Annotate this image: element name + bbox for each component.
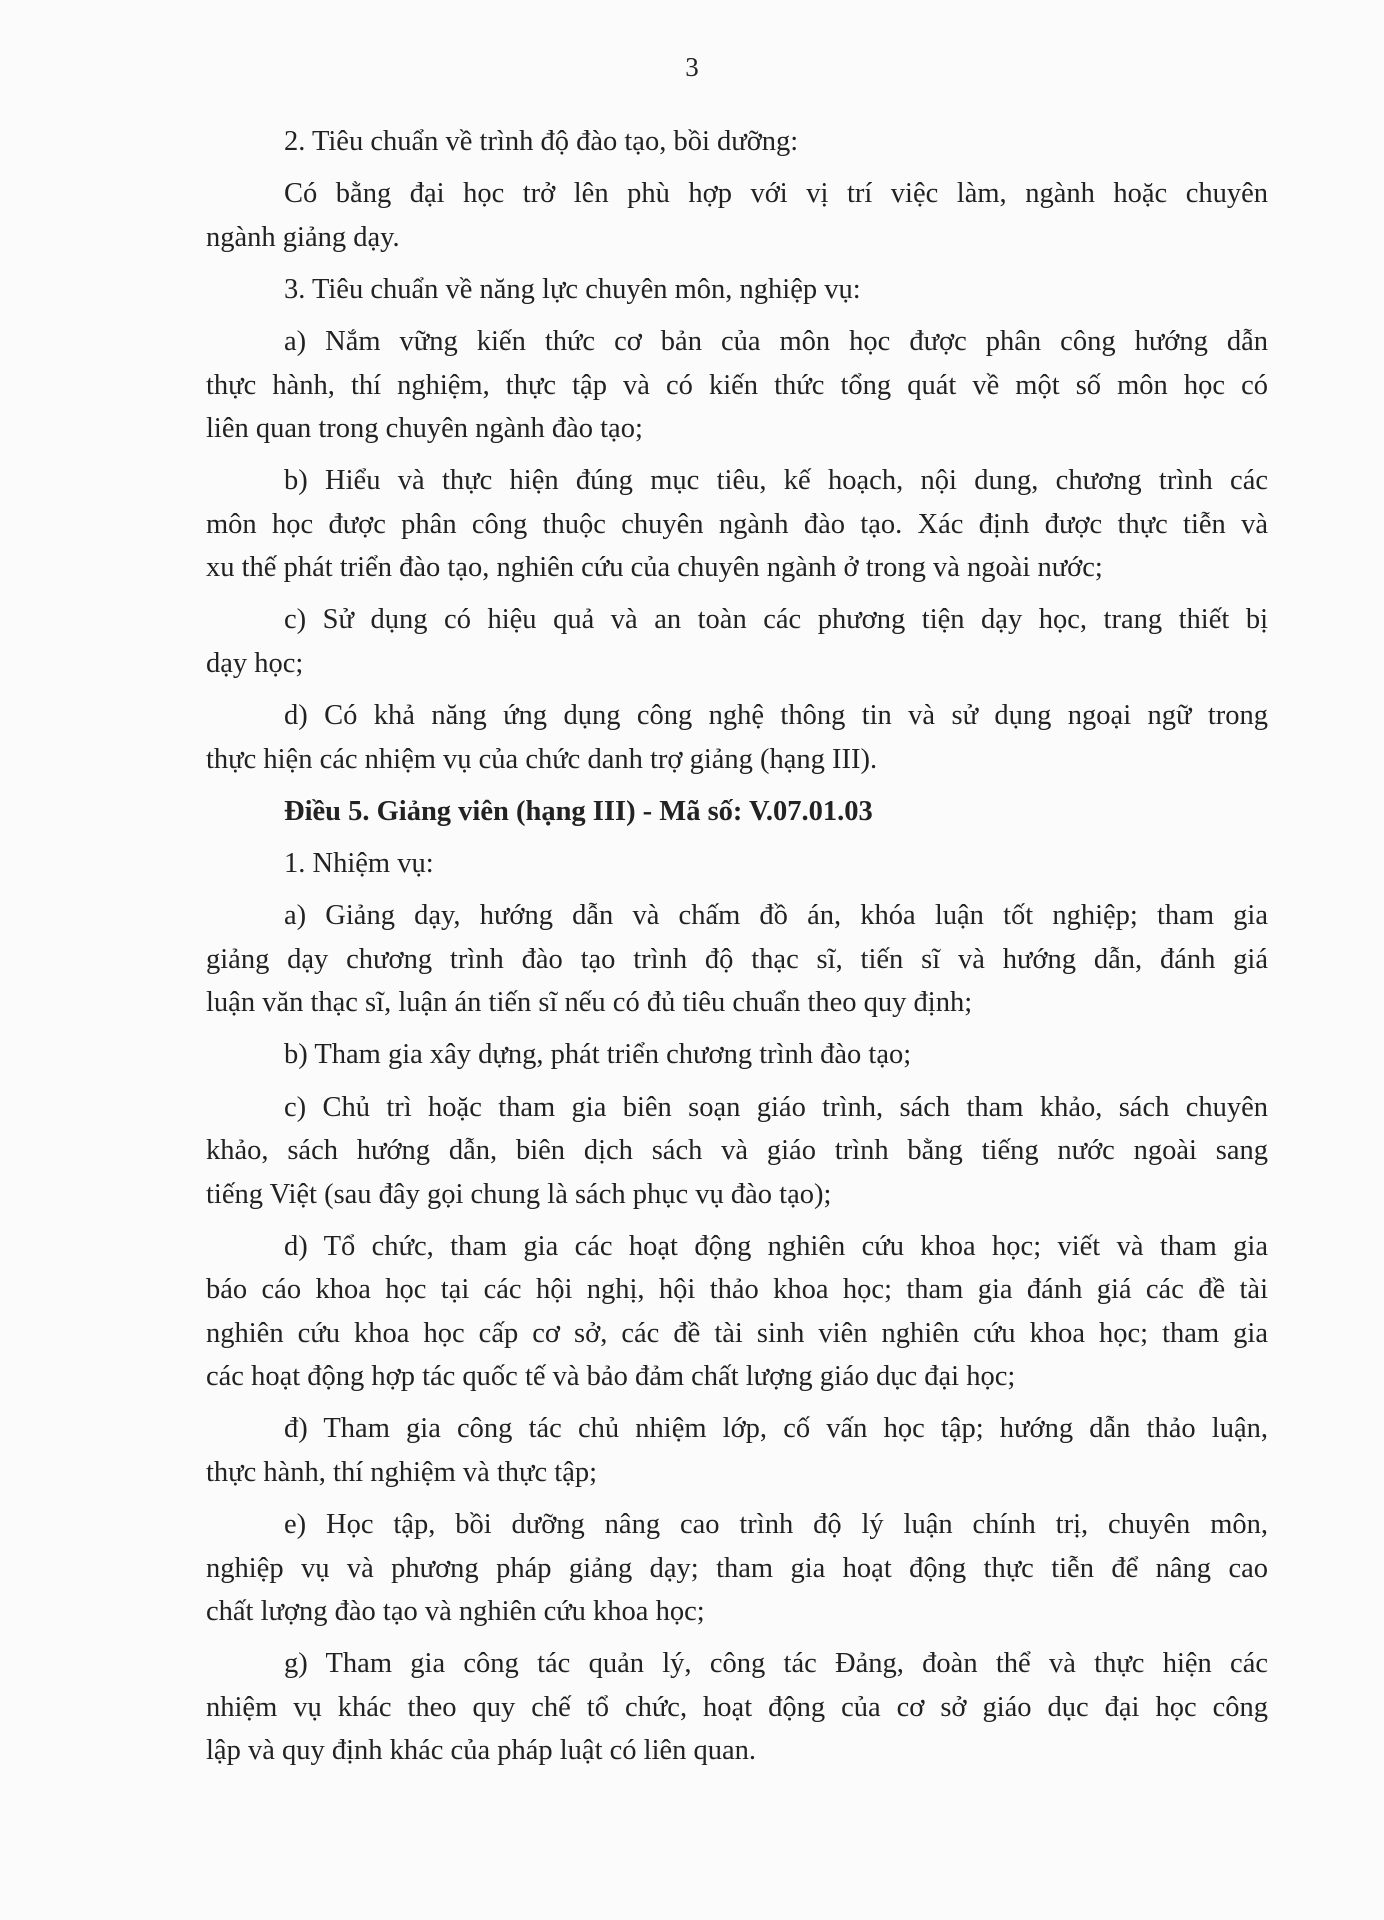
section-heading xyxy=(206,790,1268,834)
paragraph xyxy=(206,268,1268,312)
text-line: e) Học tập, bồi dưỡng nâng cao trình độ lý luận chính trị, chuyên môn, xyxy=(284,1509,1268,1541)
paragraph xyxy=(206,320,1268,451)
text-line: chất lượng đào tạo và nghiên cứu khoa học; xyxy=(206,1596,705,1628)
text-line: c) Chủ trì hoặc tham gia biên soạn giáo trình, sách tham khảo, sách chuyên xyxy=(284,1091,1268,1123)
paragraph xyxy=(206,894,1268,1025)
text-line: các hoạt động hợp tác quốc tế và bảo đảm chất lượng giáo dục đại học; xyxy=(206,1361,1016,1393)
text-line: thực hành, thí nghiệm và thực tập; xyxy=(206,1456,598,1488)
text-line: b) Hiểu và thực hiện đúng mục tiêu, kế hoạch, nội dung, chương trình các xyxy=(284,465,1268,497)
text-line: 1. Nhiệm vụ: xyxy=(284,848,434,879)
paragraph xyxy=(206,1642,1268,1773)
text-line: b) Tham gia xây dựng, phát triển chương trình đào tạo; xyxy=(284,1039,912,1071)
text-line: thực hiện các nhiệm vụ của chức danh trợ giảng (hạng III). xyxy=(206,743,878,775)
text-line: tiếng Việt (sau đây gọi chung là sách phục vụ đào tạo); xyxy=(206,1178,832,1210)
text-line: môn học được phân công thuộc chuyên ngành đào tạo. Xác định được thực tiễn và xyxy=(206,508,1268,540)
text-line: liên quan trong chuyên ngành đào tạo; xyxy=(206,413,643,445)
text-line: a) Nắm vững kiến thức cơ bản của môn học được phân công hướng dẫn xyxy=(284,326,1268,358)
text-line: giảng dạy chương trình đào tạo trình độ thạc sĩ, tiến sĩ và hướng dẫn, đánh giá xyxy=(206,943,1268,975)
paragraph xyxy=(206,1033,1268,1077)
paragraph xyxy=(206,120,1268,164)
text-line: c) Sử dụng có hiệu quả và an toàn các phương tiện dạy học, trang thiết bị xyxy=(284,604,1268,636)
text-line: đ) Tham gia công tác chủ nhiệm lớp, cố vấn học tập; hướng dẫn thảo luận, xyxy=(284,1413,1268,1445)
paragraph xyxy=(206,1407,1268,1494)
text-line: khảo, sách hướng dẫn, biên dịch sách và giáo trình bằng tiếng nước ngoài sang xyxy=(206,1135,1268,1167)
paragraph xyxy=(206,1086,1268,1217)
paragraph xyxy=(206,1225,1268,1399)
text-line: 2. Tiêu chuẩn về trình độ đào tạo, bồi dưỡng: xyxy=(284,126,799,157)
text-line: d) Có khả năng ứng dụng công nghệ thông tin và sử dụng ngoại ngữ trong xyxy=(284,700,1268,732)
text-line: Có bằng đại học trở lên phù hợp với vị trí việc làm, ngành hoặc chuyên xyxy=(284,178,1268,210)
text-line: nghiệp vụ và phương pháp giảng dạy; tham gia hoạt động thực tiễn để nâng cao xyxy=(206,1552,1268,1584)
paragraph xyxy=(206,459,1268,590)
text-line: thực hành, thí nghiệm, thực tập và có kiến thức tổng quát về một số môn học có xyxy=(206,369,1268,401)
document-body xyxy=(206,120,1268,1782)
text-line: luận văn thạc sĩ, luận án tiến sĩ nếu có đủ tiêu chuẩn theo quy định; xyxy=(206,987,973,1019)
page-number: 3 xyxy=(685,52,699,82)
text-line: dạy học; xyxy=(206,647,304,679)
paragraph xyxy=(206,172,1268,259)
text-line: Điều 5. Giảng viên (hạng III) - Mã số: V.07.01.03 xyxy=(284,795,873,827)
paragraph xyxy=(206,598,1268,685)
text-line: 3. Tiêu chuẩn về năng lực chuyên môn, nghiệp vụ: xyxy=(284,273,861,305)
text-line: g) Tham gia công tác quản lý, công tác Đảng, đoàn thể và thực hiện các xyxy=(284,1648,1268,1680)
text-line: xu thế phát triển đào tạo, nghiên cứu của chuyên ngành ở trong và ngoài nước; xyxy=(206,552,1103,584)
text-line: d) Tổ chức, tham gia các hoạt động nghiên cứu khoa học; viết và tham gia xyxy=(284,1230,1268,1262)
paragraph xyxy=(206,1503,1268,1634)
paragraph xyxy=(206,694,1268,781)
text-line: nhiệm vụ khác theo quy chế tổ chức, hoạt động của cơ sở giáo dục đại học công xyxy=(206,1691,1268,1723)
text-line: báo cáo khoa học tại các hội nghị, hội thảo khoa học; tham gia đánh giá các đề tài xyxy=(206,1274,1268,1306)
text-line: lập và quy định khác của pháp luật có liên quan. xyxy=(206,1735,757,1767)
paragraph xyxy=(206,842,1268,886)
text-line: a) Giảng dạy, hướng dẫn và chấm đồ án, khóa luận tốt nghiệp; tham gia xyxy=(284,900,1268,932)
text-line: ngành giảng dạy. xyxy=(206,221,400,253)
text-line: nghiên cứu khoa học cấp cơ sở, các đề tài sinh viên nghiên cứu khoa học; tham gia xyxy=(206,1317,1268,1349)
